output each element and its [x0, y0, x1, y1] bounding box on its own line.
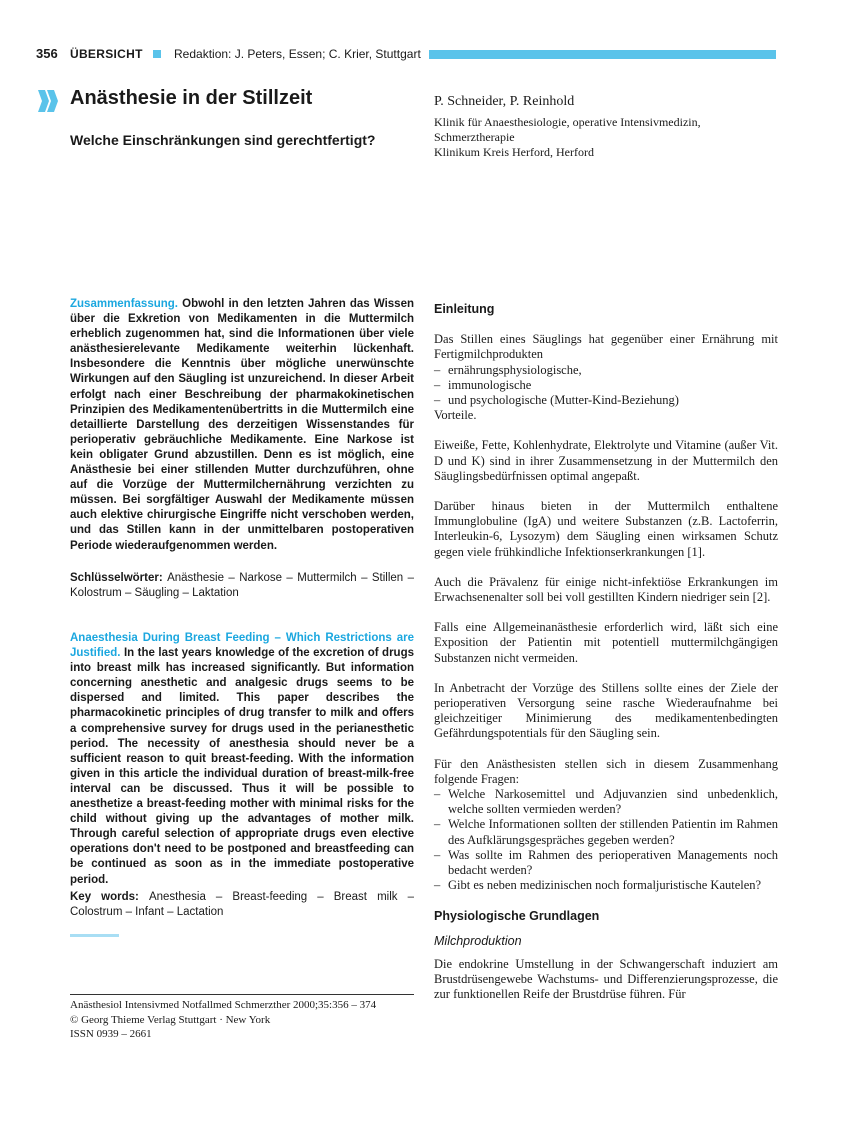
paragraph [434, 332, 778, 423]
affiliation-line: Schmerztherapie [434, 130, 515, 144]
citation-copyright: © Georg Thieme Verlag Stuttgart · New York [70, 1013, 271, 1026]
list-item: – und psychologische (Mutter-Kind-Beziehung) [434, 393, 778, 408]
affiliation [434, 115, 764, 160]
list-item: – ernährungsphysiologische, [434, 363, 778, 378]
page-number: 356 [36, 46, 58, 61]
abstract-text: Obwohl in den letzten Jahren das Wissen über die Exkretion von Medikamenten in die Muttermilch erheblich zugenommen hat, sind die Informationen über viele anästhesierelevante Medikamente weiterhin lückenhaft. Insbesondere die Kenntnis über mögliche unerwünschte Wirkungen auf den Säugling ist unzureichend. In dieser Arbeit erfolgt nach einer Beschreibung der pharmakokinetischen Prinzipien des Medikamentenübertritts in die Muttermilch eine detaillierte Darstellung des derzeitigen Wissenstandes für perioperativ gebräuchliche Medikamente. Eine Narkose ist kein obligater Grund abzustillen. Denn es ist möglich, eine Anästhesie bei einer stillenden Mutter durchzuführen, ohne auf die Vorzüge der Muttermilchernährung verzichten zu müssen. Bei sorgfältiger Auswahl der Medikamente müssen auch elektive chirurgische Eingriffe nicht verschoben werden, und das Stillen kann in der unmittelbaren postoperativen Periode wiederaufgenommen werden. [70, 298, 414, 552]
paragraph: Eiweiße, Fette, Kohlenhydrate, Elektrolyte und Vitamine (außer Vit. D und K) sind in ihrer Zusammensetzung in der Muttermilch den Säuglingsbedürfnissen optimal angepaßt. [434, 438, 778, 483]
paragraph: In Anbetracht der Vorzüge des Stillens sollte eines der Ziele der perioperativen Versorgung seine rasche Wiederaufnahme bei gleichzeitiger Minimierung des medikamentenbedingten Gefährdungspotentials für den Säugling sein. [434, 680, 778, 741]
advantages-list [434, 363, 778, 409]
double-chevron-icon [36, 90, 60, 112]
keywords-list: Anästhesie – Narkose – Muttermilch – Stillen – Kolostrum – Säugling – Laktation [70, 572, 415, 600]
section-label: ÜBERSICHT [70, 47, 143, 61]
list-item: – Gibt es neben medizinischen noch formaljuristische Kautelen? [434, 878, 778, 893]
section-heading-physiology: Physiologische Grundlagen [434, 908, 600, 923]
abstract-german [70, 297, 414, 554]
list-item: – immunologische [434, 378, 778, 393]
editors-line: Redaktion: J. Peters, Essen; C. Krier, Stuttgart [174, 47, 421, 61]
paragraph-text: Vorteile. [434, 408, 477, 423]
paragraph: Die endokrine Umstellung in der Schwangerschaft induziert am Brustdrüsengewebe Wachstums- und Differenzierungsprozesse, die zur funktionellen Reife der Brustdrüse führen. Für [434, 956, 778, 1002]
article-body [434, 302, 778, 1018]
affiliation-line: Klinik für Anaesthesiologie, operative Intensivmedizin, [434, 115, 701, 129]
abstract-heading: Anaesthesia During Breast Feeding – Which Restrictions are Justified. [70, 632, 414, 660]
paragraph-text: Das Stillen eines Säuglings hat gegenüber einer Ernährung mit Fertigmilchprodukten [434, 332, 778, 362]
header-square-marker [153, 50, 161, 58]
paragraph: Darüber hinaus bieten in der Muttermilch enthaltene Immunglobuline (IgA) und weitere Substanzen (z.B. Lactoferrin, Interleukin-6, Lysozym) dem Säugling einen wirksamen Schutz gegen viele frühkindliche Infektionserkrankungen [1]. [434, 499, 778, 559]
paragraph-text: Für den Anästhesisten stellen sich in diesem Zusammenhang folgende Fragen: [434, 756, 778, 786]
list-item: – Welche Narkosemittel und Adjuvanzien sind unbedenklich, welche sollten vermieden werden? [434, 787, 778, 817]
abstract-text: In the last years knowledge of the excretion of drugs into breast milk has increased significantly. But information concerning anesthetic and analgesic drugs seems to be dispersed and limited. This paper describes the pharmacokinetic principles of drug transfer to milk and offers a comprehensive survey for drugs used in the perianesthetic period. The necessity of anesthesia should never be a sufficient reason to quit breast-feeding. With the information given in this article the individual duration of breast-milk-free interval can be discussed. Thus it will be possible to anesthetize a breast-feeding mother with minimal risks for the child without giving up the advantages of mother milk. Through careful selection of appropriate drugs even elective operations don't need to be postponed and breastfeeding can be continued as soon as in the immediate postoperative period. [70, 647, 415, 886]
keywords-label: Key words: [70, 891, 139, 903]
paragraph [434, 757, 778, 894]
keywords-english [70, 890, 414, 920]
keywords-german [70, 571, 414, 601]
subsection-heading-milk: Milchproduktion [434, 933, 522, 948]
affiliation-line: Klinikum Kreis Herford, Herford [434, 145, 594, 159]
citation-issn: ISSN 0939 – 2661 [70, 1028, 152, 1040]
list-item: – Was sollte im Rahmen des perioperativen Managements noch bedacht werden? [434, 848, 778, 878]
paragraph: Auch die Prävalenz für einige nicht-infektiöse Erkrankungen im Erwachsenenalter soll bei voll gestillten Kindern niedriger sein [2]. [434, 574, 778, 605]
paragraph: Falls eine Allgemeinanästhesie erforderlich wird, läßt sich eine Exposition der Patientin mit potentiell muttermilchgängigen Substanzen nicht vermeiden. [434, 620, 778, 665]
article-subtitle: Welche Einschränkungen sind gerechtfertigt? [70, 132, 376, 148]
article-title: Anästhesie in der Stillzeit [70, 87, 313, 109]
authors: P. Schneider, P. Reinhold [434, 94, 575, 109]
list-item: – Welche Informationen sollten der stillenden Patientin im Rahmen des Aufklärungsgespräches gegeben werden? [434, 817, 778, 847]
citation-block [70, 998, 376, 1042]
footer-divider [70, 994, 414, 995]
decorative-rule [70, 934, 119, 937]
keywords-label: Schlüsselwörter: [70, 572, 163, 584]
section-heading-introduction: Einleitung [434, 302, 495, 316]
abstract-heading: Zusammenfassung. [70, 298, 178, 310]
running-header [36, 46, 776, 66]
header-accent-bar [429, 50, 776, 59]
keywords-list: Anesthesia – Breast-feeding – Breast milk – Colostrum – Infant – Lactation [70, 891, 414, 919]
abstract-english [70, 631, 414, 888]
questions-list [434, 787, 778, 893]
citation-journal: Anästhesiol Intensivmed Notfallmed Schmerzther 2000;35:356 – 374 [70, 999, 377, 1011]
